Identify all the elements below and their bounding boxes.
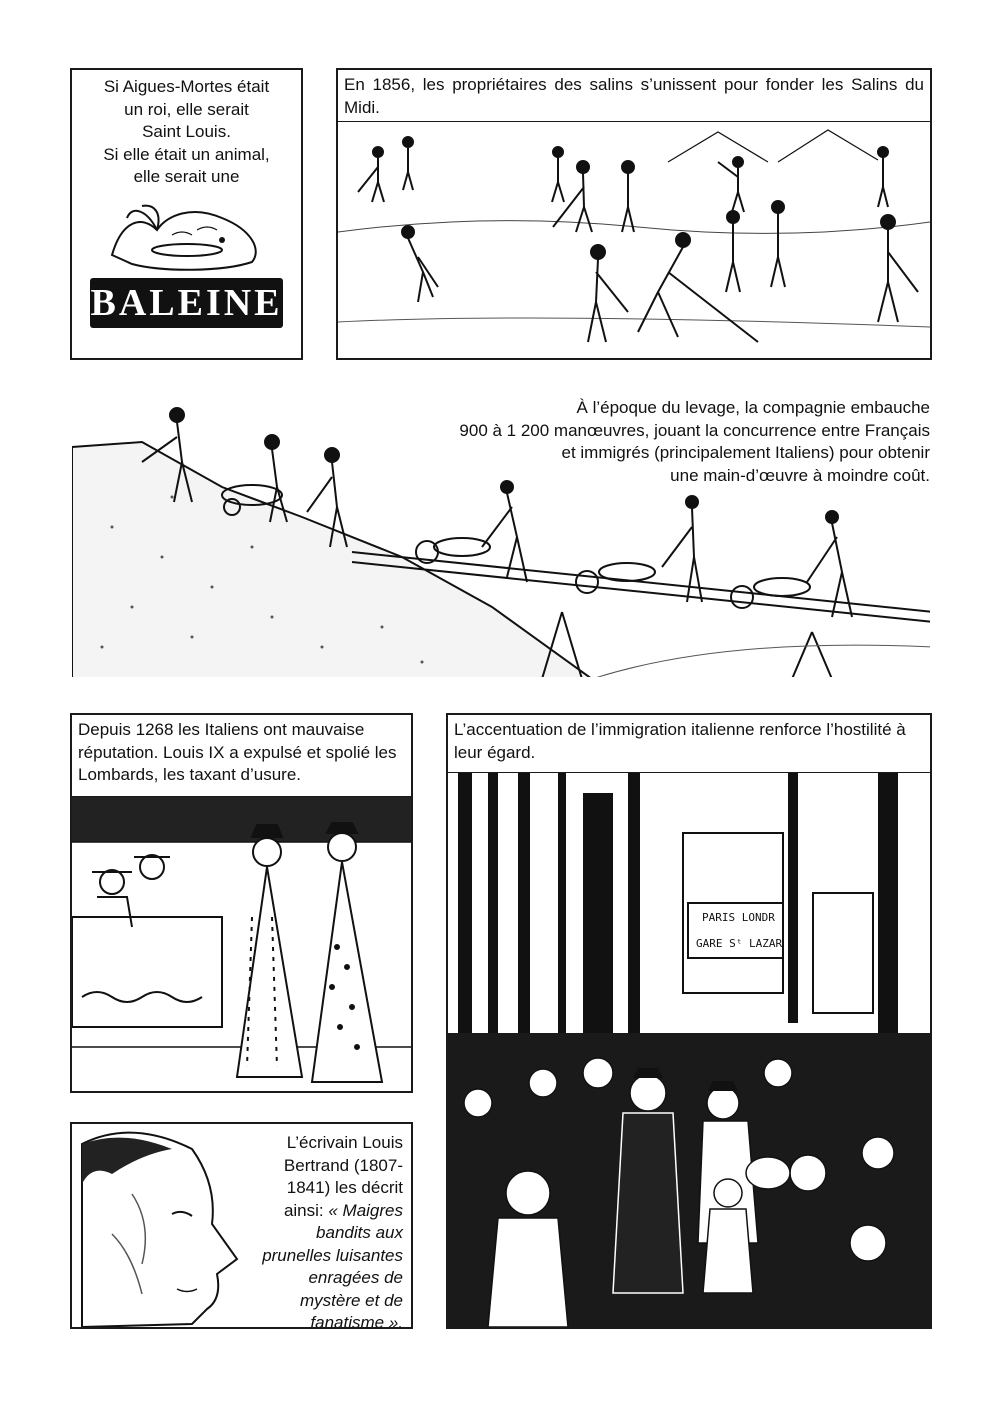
sign-line-2: GARE Sᵗ LAZAR [696, 937, 783, 950]
salt-workers-illustration [338, 122, 930, 358]
text-line: ainsi: [283, 1200, 324, 1220]
panel-levage [70, 385, 932, 679]
panel4-caption: Depuis 1268 les Italiens ont mauvaise réputation. Louis IX a expulsé et spolié les Lombards, les taxant d’usure. [72, 715, 411, 797]
text-line: L’écrivain Louis [286, 1133, 403, 1152]
caption-line: elle serait une [133, 167, 240, 186]
caption-line: Saint Louis. [142, 122, 231, 141]
panel-baleine [70, 68, 303, 360]
quote-line: bandits aux [316, 1223, 403, 1242]
panel1-caption [72, 76, 301, 189]
quote-line: « Maigres [328, 1200, 403, 1220]
panel-gare [446, 713, 932, 1329]
caption-line: Si Aigues-Mortes était [103, 77, 270, 96]
panel6-text [233, 1132, 403, 1329]
whale-illustration [102, 200, 277, 280]
sign-line-1: PARIS LONDR [702, 911, 775, 924]
quote-line: prunelles luisantes [262, 1245, 403, 1265]
panel3-caption [330, 397, 930, 487]
panel2-caption: En 1856, les propriétaires des salins s’unissent pour fonder les Salins du Midi. [338, 70, 930, 122]
baleine-logo [90, 278, 283, 328]
medieval-scene-illustration [72, 797, 411, 1091]
station-crowd-illustration [448, 773, 930, 1327]
text-line: 1841) les décrit [286, 1178, 403, 1197]
louis-bertrand-portrait [72, 1124, 252, 1327]
panel-lombards [70, 713, 413, 1093]
panel5-caption: L’accentuation de l’immigration italienne renforce l’hostilité à leur égard. [448, 715, 930, 773]
baleine-logo-text: BALEINE [90, 282, 283, 324]
panel-salins [336, 68, 932, 360]
caption-line: une main-d’œuvre à moindre coût. [670, 465, 930, 485]
caption-line: Si elle était un animal, [103, 144, 270, 164]
quote-line: fanatisme ». [310, 1313, 403, 1329]
caption-line: un roi, elle serait [124, 99, 249, 119]
text-line: Bertrand (1807- [283, 1155, 403, 1175]
caption-line: et immigrés (principalement Italiens) pour obtenir [561, 443, 930, 462]
quote-line: mystère et de [300, 1290, 403, 1310]
quote-line: enragées de [308, 1268, 403, 1287]
text-line-with-quote [233, 1200, 403, 1223]
panel-bertrand [70, 1122, 413, 1329]
caption-line: 900 à 1 200 manœuvres, jouant la concurrence entre Français [459, 420, 930, 440]
caption-line: À l’époque du levage, la compagnie embauche [576, 398, 930, 417]
